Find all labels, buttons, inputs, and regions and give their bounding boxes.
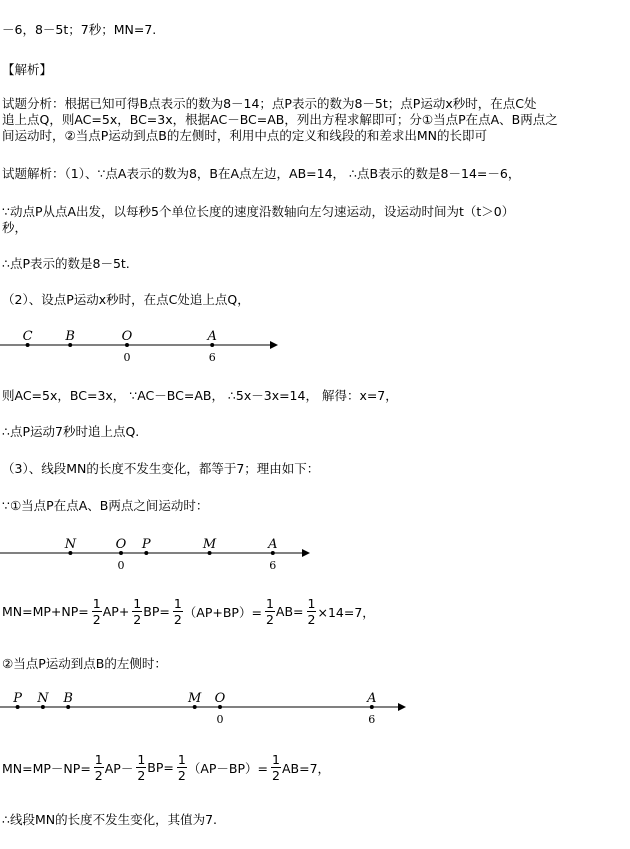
tick-label: 6 (269, 559, 277, 572)
axis-arrow-icon (302, 549, 310, 557)
case2-line: ②当点P运动到点B的左侧时： (2, 656, 167, 671)
analysis-line-3: 间运动时，②当点P运动到点B的左侧时，利用中点的定义和线段的和差求出MN的长即可 (2, 128, 487, 143)
frac-num: 1 (133, 596, 142, 611)
frac-num: 1 (272, 752, 280, 767)
point-label-m: M (202, 537, 217, 552)
analysis-line-1: 试题分析：根据已知可得B点表示的数为8－14；点P表示的数为8－5t；点P运动x秒时，在点C处 (2, 96, 537, 111)
fraction-half (271, 752, 281, 783)
eq1-term-3: （AP+BP）= (183, 604, 262, 620)
frac-den: 2 (133, 612, 142, 627)
tick-label: 0 (123, 351, 131, 364)
fraction-half (92, 596, 102, 627)
fraction-half (177, 752, 187, 783)
point-label-o: O (214, 691, 226, 706)
point-label-m: M (188, 691, 202, 706)
solution-line-3: 秒， (2, 220, 28, 235)
solution-line-2: ∵动点P从点A出发，以每秒5个单位长度的速度沿数轴向左匀速运动，设运动时间为t（t＞0） (2, 204, 515, 219)
point-label-n: N (37, 691, 49, 706)
eq1-term-2: BP= (143, 604, 170, 619)
point-label-b: B (63, 691, 73, 706)
frac-num: 1 (307, 596, 316, 611)
frac-num: 1 (265, 596, 274, 611)
part3-line: （3）、线段MN的长度不发生变化，都等于7；理由如下： (2, 461, 320, 476)
case1-line: ∵①当点P在点A、B两点之间运动时： (2, 498, 209, 513)
fraction-half (307, 596, 317, 627)
eq1-term-5: ×14=7， (317, 604, 375, 620)
eq1-term-1: AP+ (102, 604, 130, 619)
frac-den: 2 (92, 612, 101, 627)
point-label-c: C (22, 329, 33, 344)
axis-arrow-icon (270, 341, 278, 349)
part2-conclusion: ∴点P运动7秒时追上点Q. (2, 424, 140, 439)
final-line: ∴线段MN的长度不发生变化，其值为7. (2, 812, 218, 827)
tick-label: 6 (368, 713, 376, 726)
frac-num: 1 (173, 596, 182, 611)
point-label-o: O (121, 329, 133, 344)
tick-label: 6 (208, 351, 216, 364)
equation-2 (2, 752, 331, 783)
eq1-term-4: AB= (275, 604, 304, 619)
point-label-a: A (268, 537, 278, 552)
tick-label: 0 (216, 713, 224, 726)
fraction-half (173, 596, 183, 627)
analysis-line-2: 追上点Q，则AC=5x，BC=3x，根据AC－BC=AB，列出方程求解即可；分①当点P在点A、B两点之 (2, 112, 558, 127)
frac-num: 1 (94, 752, 103, 767)
solution-line-1: 试题解析：（1）、∵点A表示的数为8，B在A点左边，AB=14， ∴点B表示的数是8－14=－6， (2, 166, 521, 181)
point-label-n: N (64, 537, 77, 552)
fraction-half (265, 596, 275, 627)
part2-calc: 则AC=5x，BC=3x， ∵AC－BC=AB， ∴5x－3x=14， 解得：x=7， (2, 388, 398, 403)
eq2-term-2: BP= (147, 760, 174, 775)
eq2-term-3: （AP－BP）= (187, 760, 269, 776)
eq2-term-1: AP－ (104, 760, 134, 776)
number-line-diagram-3 (0, 688, 420, 738)
frac-den: 2 (173, 612, 182, 627)
eq2-prefix: MN=MP－NP= (2, 760, 91, 776)
eq1-prefix: MN=MP+NP= (2, 604, 89, 619)
fraction-half (132, 596, 142, 627)
solution-line-4: ∴点P表示的数是8－5t. (2, 256, 130, 271)
frac-den: 2 (177, 768, 186, 783)
point-label-b: B (65, 329, 75, 344)
number-line-diagram-2 (0, 530, 320, 580)
eq2-term-4: AB=7， (281, 760, 331, 776)
frac-den: 2 (94, 768, 103, 783)
tick-label: 0 (117, 559, 125, 572)
point-label-p: P (13, 691, 22, 706)
section-heading: 【解析】 (2, 62, 53, 77)
answer-line: －6，8－5t；7秒；MN=7. (2, 22, 157, 37)
axis-arrow-icon (398, 703, 406, 711)
fraction-half (94, 752, 104, 783)
frac-den: 2 (265, 612, 274, 627)
number-line-diagram-1 (0, 325, 300, 375)
fraction-half (136, 752, 146, 783)
frac-den: 2 (137, 768, 146, 783)
point-label-a: A (367, 691, 377, 706)
point-label-p: P (141, 537, 151, 552)
frac-num: 1 (177, 752, 186, 767)
frac-den: 2 (272, 768, 280, 783)
part2-line: （2）、设点P运动x秒时，在点C处追上点Q， (2, 292, 250, 307)
frac-den: 2 (307, 612, 316, 627)
equation-1 (2, 596, 376, 627)
point-label-a: A (207, 329, 217, 344)
point-label-o: O (115, 537, 127, 552)
frac-num: 1 (137, 752, 146, 767)
frac-num: 1 (92, 596, 101, 611)
